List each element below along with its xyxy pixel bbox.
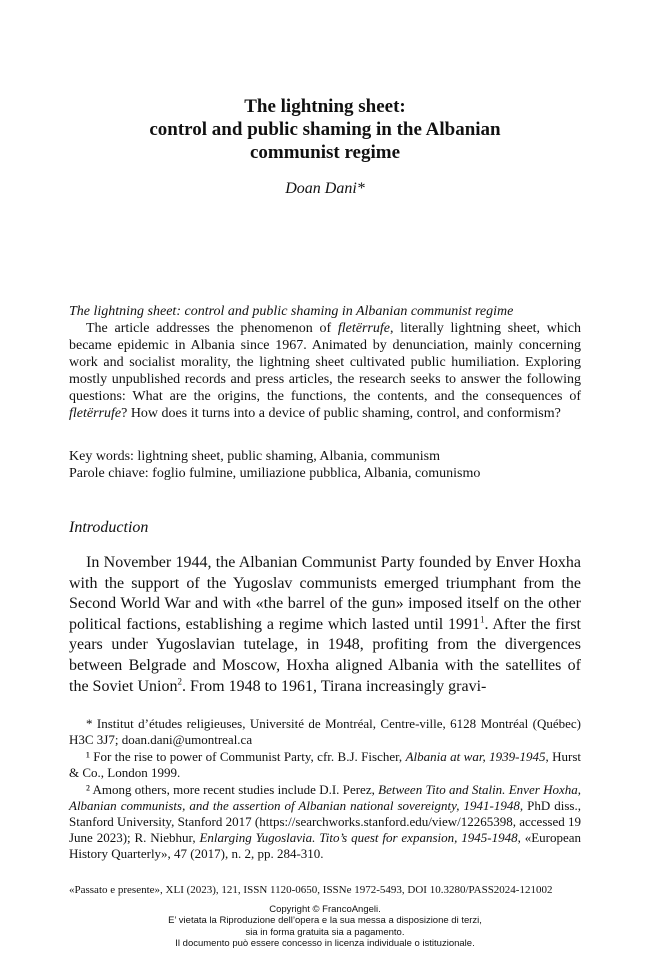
footnote-ref[interactable]: 1 <box>479 614 485 625</box>
abstract-term: fletërrufe <box>69 406 122 421</box>
abstract-text <box>69 320 581 422</box>
body-paragraph <box>69 553 581 697</box>
footnote-2 <box>69 782 581 862</box>
copyright-line-1: Copyright © FrancoAngeli. <box>269 904 381 915</box>
footnotes <box>69 716 581 863</box>
footnote-text: , Hurst & Co., London 1999. <box>69 749 581 780</box>
footnote-text: ² Among others, more recent studies include D.I. Perez, <box>86 782 379 797</box>
abstract-term: fletërrufe <box>337 321 390 336</box>
footnote-1 <box>69 749 581 781</box>
footnote-text: , PhD diss., Stanford University, Stanford 2017 (https://searchworks.stanford.edu/view/12265398, accessed 19 June 2023); R. Niebhur, <box>69 798 581 845</box>
copyright-line-4: Il documento può essere concesso in licenza individuale o istituzionale. <box>175 937 475 949</box>
abstract-text-part: ? How does it turns into a device of public shaming, control, and conformism? <box>121 406 561 421</box>
footnote-title: Between Tito and Stalin. Enver Hoxha, Albanian communists, and the assertion of Albanian national sovereignty, 1941-1948 <box>69 782 582 813</box>
body-text-part: In November 1944, the Albanian Communist Party founded by Enver Hoxha with the support of the Yugoslav communists emerged triumphant from the Second World War and with «the barrel of the gun» imposed itself on the other political factions, establishing a regime which lasted until 1991 <box>69 554 581 633</box>
article-title <box>0 95 650 164</box>
abstract <box>69 303 581 422</box>
footnote-title: Enlarging Yugoslavia. Tito’s quest for expansion, 1945-1948 <box>199 830 518 845</box>
title-line-3: communist regime <box>249 142 401 163</box>
abstract-heading: The lightning sheet: control and public shaming in Albanian communist regime <box>69 304 514 319</box>
author-name: Doan Dani* <box>285 180 365 197</box>
keywords-english: Key words: lightning sheet, public shaming, Albania, communism <box>69 449 440 464</box>
copyright-line-2: E’ vietata la Riproduzione dell’opera e la sua messa a disposizione di terzi, <box>168 915 482 927</box>
body-text-part: . From 1948 to 1961, Tirana increasingly gravi- <box>181 677 487 695</box>
footnote-text: ¹ For the rise to power of Communist Party, cfr. B.J. Fischer, <box>86 749 406 764</box>
footnote-text: , «European History Quarterly», 47 (2017), n. 2, pp. 284-310. <box>69 830 581 861</box>
abstract-text-part: The article addresses the phenomenon of <box>86 321 338 336</box>
copyright-notice <box>0 904 650 949</box>
title-line-1: The lightning sheet: <box>244 96 406 117</box>
footnote-author: * Institut d’études religieuses, Université de Montréal, Centre-ville, 6128 Montréal (Québec) H3C 3J7; doan.dani@umontreal.ca <box>69 716 581 747</box>
section-heading: Introduction <box>69 519 149 536</box>
journal-citation: «Passato e presente», XLI (2023), 121, ISSN 1120-0650, ISSNe 1972-5493, DOI 10.3280/PASS2024-121002 <box>69 884 553 896</box>
body-text-part: . After the first years under Yugoslavian tutelage, in 1948, profiting from the divergences between Belgrade and Moscow, Hoxha aligned Albania with the satellites of the Soviet Union <box>69 615 581 695</box>
footnote-ref[interactable]: 2 <box>177 676 182 687</box>
title-line-2: control and public shaming in the Albanian <box>149 119 501 140</box>
copyright-line-3: sia in forma gratuita sia a pagamento. <box>245 926 405 938</box>
footnote-title: Albania at war, 1939-1945 <box>405 749 546 764</box>
keywords-italian: Parole chiave: foglio fulmine, umiliazione pubblica, Albania, comunismo <box>69 466 481 481</box>
keywords-block <box>69 448 589 482</box>
abstract-text-part: , literally lightning sheet, which became epidemic in Albania since 1967. Animated by denunciation, mainly concerning work and socialist morality, the lightning sheet cultivated public humiliation. Exploring mostly unpublished records and press articles, the research seeks to answer the following questions: What are the origins, the functions, the contents, and the consequences of <box>69 321 581 404</box>
